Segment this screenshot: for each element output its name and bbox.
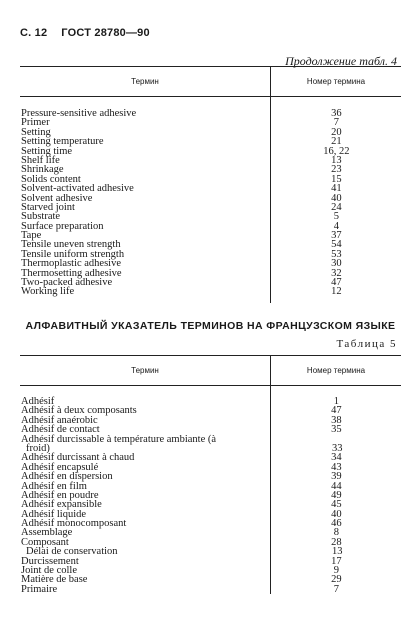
term-cell: Surface preparation: [21, 220, 104, 232]
term-number-cell: 38: [331, 414, 342, 426]
terms-table-english: [20, 66, 401, 303]
term-number-cell: 21: [331, 136, 342, 148]
term-cell: Setting: [21, 126, 51, 138]
term-cell: Working life: [21, 286, 75, 298]
term-cell: Shelf life: [21, 154, 60, 166]
table-row: [20, 118, 401, 127]
term-number-cell: 28: [331, 536, 342, 548]
table-row: [20, 287, 401, 296]
term-cell: Adhésif en film: [21, 480, 87, 492]
term-number-cell: 16, 22: [323, 145, 350, 157]
term-cell: Tape: [21, 230, 42, 242]
term-number-cell: 29: [331, 574, 342, 586]
table-row: [20, 109, 401, 118]
term-number-cell: 7: [333, 583, 339, 595]
page-reference: С. 12: [20, 27, 48, 39]
column-header-number: Номер термина: [306, 77, 366, 86]
term-number-cell: 41: [331, 183, 342, 195]
term-cell: Substrate: [21, 211, 61, 223]
table-body: [20, 97, 401, 303]
term-cell: Setting temperature: [21, 136, 104, 148]
term-cell: Adhésif en dispersion: [21, 471, 113, 483]
term-number-cell: 54: [331, 239, 342, 251]
term-number-cell: 15: [331, 173, 342, 185]
term-number-cell: 23: [331, 164, 342, 176]
table-row: [20, 435, 401, 444]
term-cell: Primaire: [21, 583, 58, 595]
table-row: [20, 156, 401, 165]
term-number-cell: 13: [331, 154, 342, 166]
term-number-cell: 40: [331, 508, 342, 520]
term-cell: Adhésif liquide: [21, 508, 87, 520]
term-number-cell: 47: [331, 277, 342, 289]
table-body: [20, 386, 401, 594]
term-number-cell: 9: [333, 565, 339, 577]
term-number-cell: 8: [333, 527, 339, 539]
table-row: [20, 194, 401, 203]
term-cell: Solids content: [21, 173, 81, 185]
term-cell: Pressure-sensitive adhesive: [21, 108, 137, 119]
table-row: [20, 557, 401, 566]
page-header: [20, 27, 150, 39]
term-number-cell: 5: [333, 211, 339, 223]
table-row: [20, 519, 401, 528]
term-cell: Assemblage: [21, 527, 73, 539]
term-cell: Joint de colle: [21, 565, 77, 577]
term-number-cell: 1: [333, 396, 339, 407]
term-cell: Adhésif expansible: [21, 499, 102, 511]
term-cell: Composant: [21, 536, 69, 548]
term-number-cell: 32: [331, 267, 342, 279]
column-header-term: Термин: [20, 356, 271, 385]
table-label: Таблица 5: [336, 338, 397, 350]
table-row: [20, 203, 401, 212]
table-continuation-label: Продолжение табл. 4: [285, 54, 397, 68]
term-number-cell: 46: [331, 518, 342, 530]
term-number-cell: 43: [331, 461, 342, 473]
table-row: [20, 528, 401, 537]
term-number-cell: 37: [331, 230, 342, 242]
column-divider: [270, 97, 271, 303]
term-cell: Thermoplastic adhesive: [21, 258, 122, 270]
term-cell: Adhésif: [21, 396, 55, 407]
term-number-cell: 4: [333, 220, 339, 232]
term-cell: Durcissement: [21, 555, 79, 567]
table-header: [20, 355, 401, 386]
term-cell: Matière de base: [21, 574, 88, 586]
standard-code: ГОСТ 28780—90: [61, 27, 150, 39]
term-cell: Solvent-activated adhesive: [21, 183, 134, 195]
term-number-cell: 40: [331, 192, 342, 204]
table-row: [20, 147, 401, 156]
term-number-cell: 24: [331, 201, 342, 213]
term-cell: Adhésif monocomposant: [21, 518, 127, 530]
term-number-cell: 17: [331, 555, 342, 567]
term-cell: Adhésif durcissant à chaud: [21, 452, 135, 464]
term-cell: Starved joint: [21, 201, 75, 213]
term-cell: Solvent adhesive: [21, 192, 93, 204]
term-cell: Tensile uniform strength: [21, 248, 125, 260]
term-cell: Adhésif durcissable à température ambiante (à: [21, 433, 217, 445]
table-row: [20, 575, 401, 584]
table-row: [20, 585, 401, 594]
term-number-cell: 44: [331, 480, 342, 492]
term-cell: Two-packed adhesive: [21, 277, 113, 289]
terms-table-french: [20, 355, 401, 594]
section-title: АЛФАВИТНЫЙ УКАЗАТЕЛЬ ТЕРМИНОВ НА ФРАНЦУЗСКОМ ЯЗЫКЕ: [25, 320, 396, 332]
term-cell: Adhésif à deux composants: [21, 405, 137, 417]
term-number-cell: 39: [331, 471, 342, 483]
term-cell: Adhésif anaérobic: [21, 414, 98, 426]
table-row: [20, 222, 401, 231]
term-number-cell: 34: [331, 452, 342, 464]
term-cell: Adhésif encapsulé: [21, 461, 99, 473]
term-cell: Adhésif en poudre: [21, 489, 99, 501]
table-header: [20, 66, 401, 97]
term-cell: Shrinkage: [21, 164, 64, 176]
term-number-cell: 30: [331, 258, 342, 270]
term-cell: Primer: [21, 117, 50, 129]
column-divider: [270, 386, 271, 594]
term-number-cell: 36: [331, 108, 342, 119]
term-cell: Thermosetting adhesive: [21, 267, 122, 279]
column-header-number: Номер термина: [306, 366, 366, 375]
term-number-cell: 47: [331, 405, 342, 417]
term-cell: Tensile uneven strength: [21, 239, 121, 251]
term-number-cell: 49: [331, 489, 342, 501]
term-number-cell: 13: [331, 546, 343, 558]
term-cell: Adhésif de contact: [21, 424, 100, 436]
table-row: [20, 278, 401, 287]
term-cell: Délai de conservation: [26, 546, 118, 558]
column-header-term: Термин: [20, 67, 271, 96]
term-number-cell: 33: [331, 442, 343, 454]
term-number-cell: 53: [331, 248, 342, 260]
term-number-cell: 20: [331, 126, 342, 138]
term-number-cell: 7: [333, 117, 339, 129]
term-number-cell: 12: [331, 286, 342, 298]
term-cell: froid): [26, 442, 50, 454]
term-cell: Setting time: [21, 145, 73, 157]
term-number-cell: 45: [331, 499, 342, 511]
term-number-cell: 35: [331, 424, 342, 436]
